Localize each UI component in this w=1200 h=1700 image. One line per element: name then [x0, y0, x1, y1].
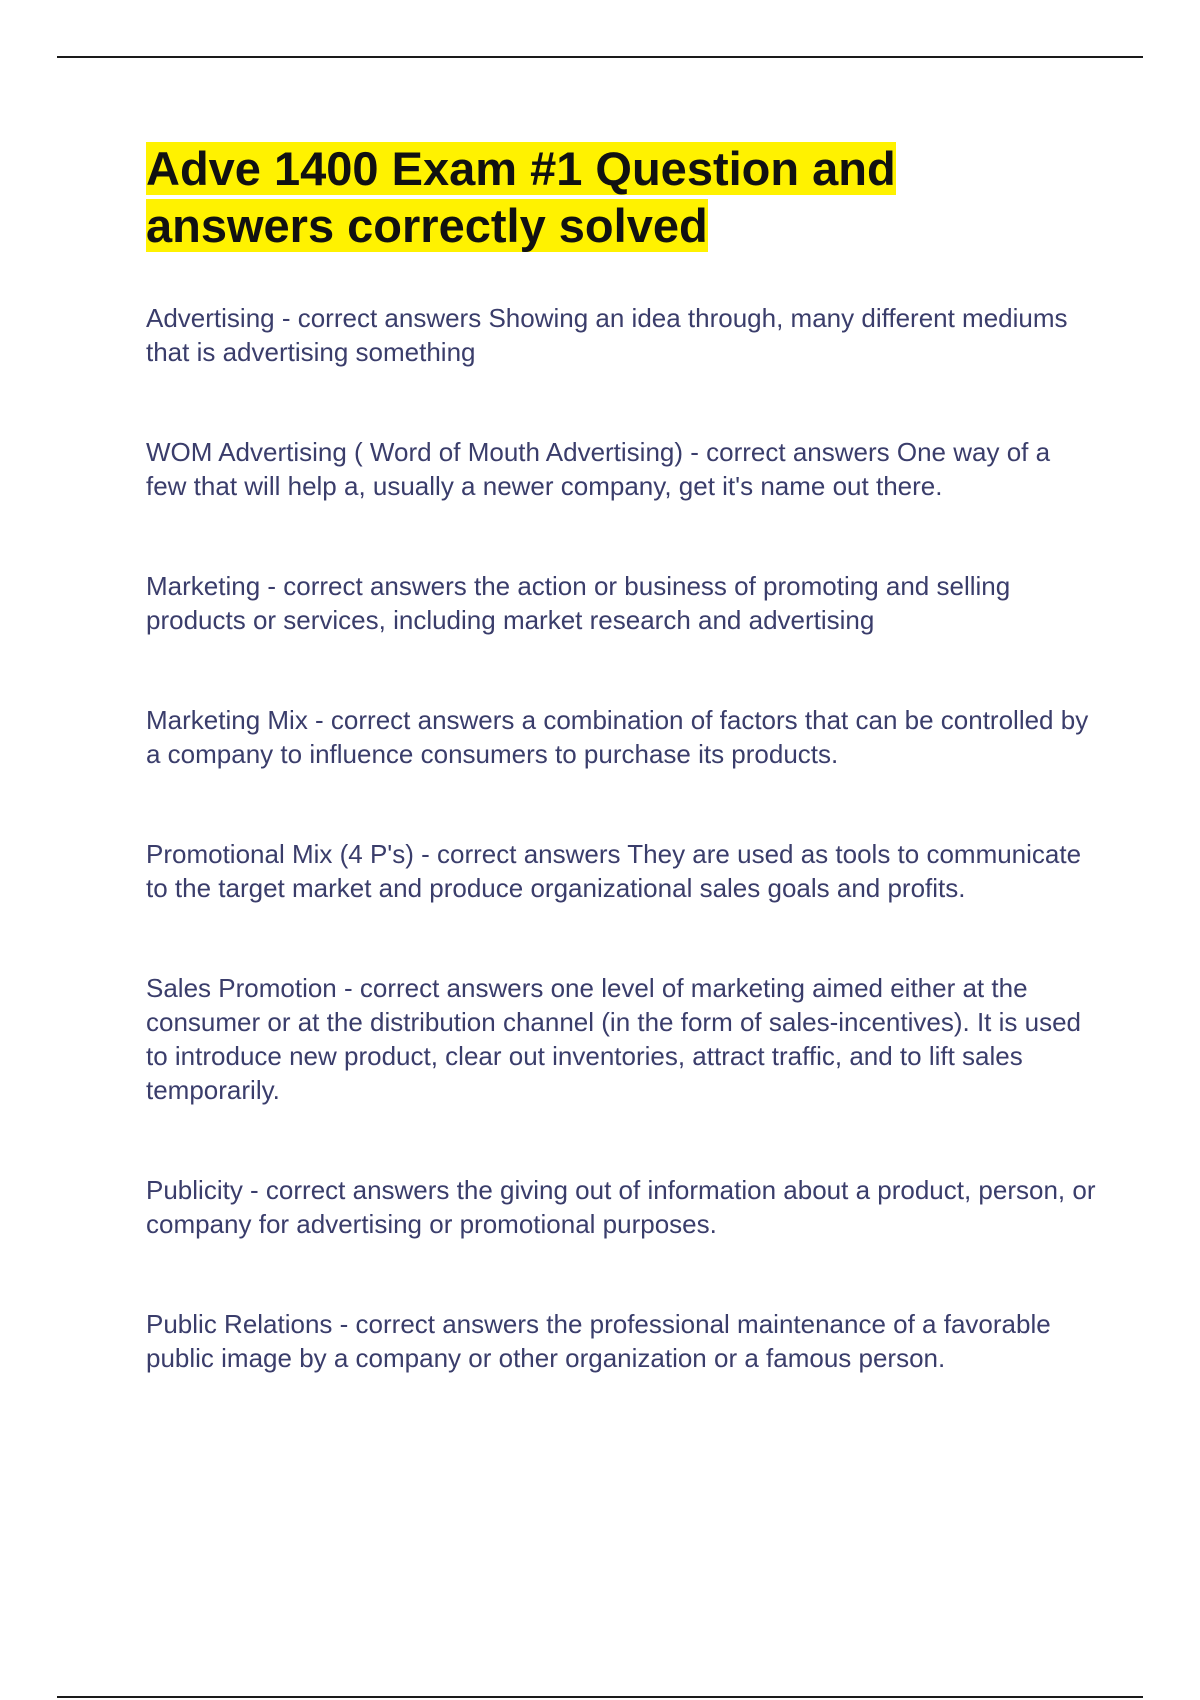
- qa-entry-publicity: Publicity - correct answers the giving out of information about a product, person, or company for advertising or promotional purposes.: [146, 1175, 1096, 1239]
- qa-entry-promotional-mix: Promotional Mix (4 P's) - correct answers They are used as tools to communicate to the target market and produce organizational sales goals and profits.: [146, 839, 1082, 903]
- document-title: [146, 140, 1096, 254]
- qa-entry-marketing-mix: Marketing Mix - correct answers a combination of factors that can be controlled by a company to influence consumers to purchase its products.: [146, 705, 1089, 769]
- bottom-divider: [57, 1696, 1143, 1698]
- title-highlight: Adve 1400 Exam #1 Question and answers correctly solved: [146, 142, 896, 252]
- qa-entry-marketing: Marketing - correct answers the action or business of promoting and selling products or services, including market research and advertising: [146, 571, 1011, 635]
- qa-entry-sales-promotion: Sales Promotion - correct answers one level of marketing aimed either at the consumer or at the distribution channel (in the form of sales-incentives). It is used to introduce new product, clear out inventories, attract traffic, and to lift sales temporarily.: [146, 973, 1081, 1105]
- qa-list: [146, 301, 1096, 1375]
- qa-entry-public-relations: Public Relations - correct answers the professional maintenance of a favorable public image by a company or other organization or a famous person.: [146, 1309, 1051, 1373]
- qa-entry-advertising: Advertising - correct answers Showing an idea through, many different mediums that is advertising something: [146, 303, 1068, 367]
- top-divider: [57, 56, 1143, 58]
- document-body: [146, 140, 1096, 1375]
- qa-entry-wom-advertising: WOM Advertising ( Word of Mouth Advertising) - correct answers One way of a few that will help a, usually a newer company, get it's name out there.: [146, 437, 1051, 501]
